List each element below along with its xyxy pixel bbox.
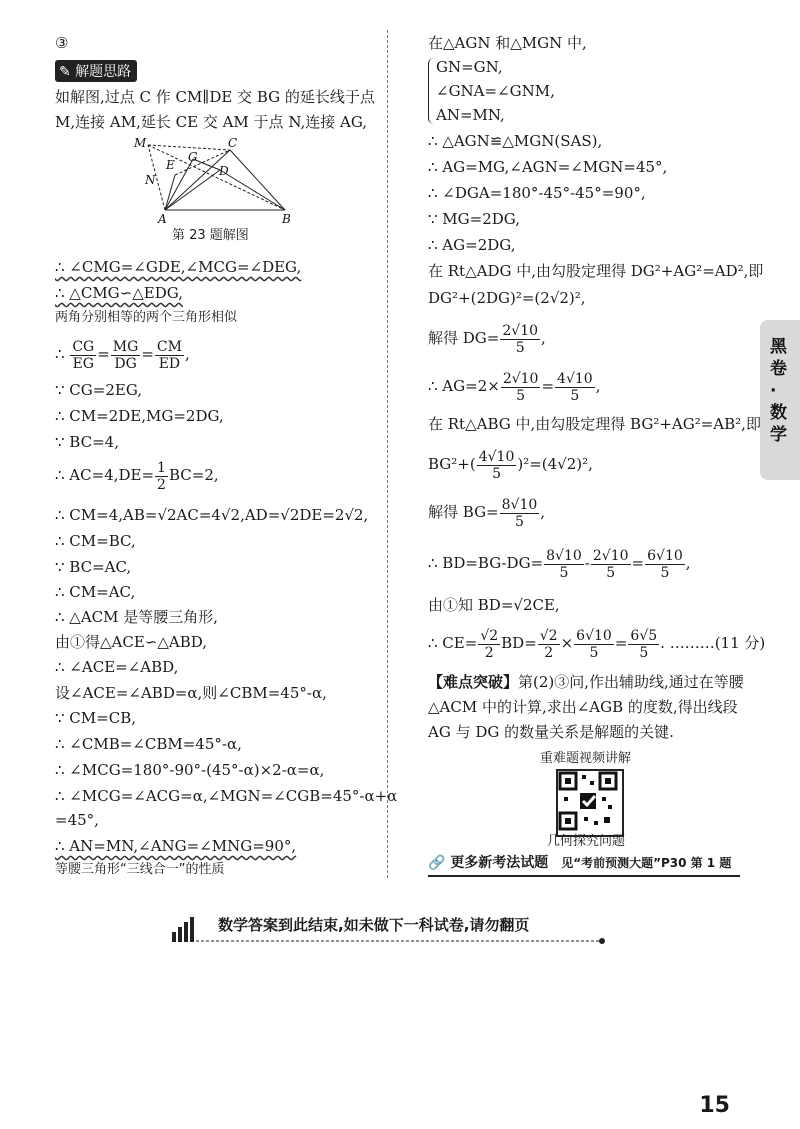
line-12: ∴ △ACM 是等腰三角形, <box>55 608 219 626</box>
qr-caption: 几何探究问题 <box>547 834 626 849</box>
line-13: 由①得△ACE∽△ABD, <box>55 633 208 651</box>
r-line-12: 解得 DG= $\frac{2√10}{5}$ , <box>428 322 546 356</box>
label-N: N <box>145 173 156 187</box>
r-line-14: 在 Rt△ABG 中,由勾股定理得 BG²+AG²=AB²,即 <box>428 415 761 433</box>
label-B: B <box>282 212 291 225</box>
label-M: M <box>134 136 147 150</box>
r-line-13: ∴ AG=2× $\frac{2√10}{5}$ = $\frac{4√10}{5}$ , <box>428 370 601 404</box>
frac-dg: $\frac{2√10}{5}$ <box>502 322 539 356</box>
more-label: 更多新考法试题 <box>450 855 549 871</box>
frac-bg-ag: $\frac{4√10}{5}$ <box>478 448 515 482</box>
frac-cm-ed: $\frac{CM}{ED}$ <box>156 338 182 372</box>
frac-ag2: $\frac{4√10}{5}$ <box>557 370 593 404</box>
frac-ce1: $\frac{√2}{2}$ <box>480 627 499 661</box>
r-line-4: AN=MN, <box>436 106 505 124</box>
line-4: ∵ CG=2EG, <box>55 381 143 399</box>
line-14: ∴ ∠ACE=∠ABD, <box>55 658 179 676</box>
footer-note: 数学答案到此结束,如未做下一科试卷,请勿翻页 <box>218 916 530 934</box>
difficulty-line-1: 【难点突破】第(2)③问,作出辅助线,通过在等腰 <box>428 673 744 691</box>
page-number: 15 <box>699 1093 730 1118</box>
geometry-figure <box>130 135 300 225</box>
frac-half: $\frac{1}{2}$ <box>157 459 166 493</box>
brace <box>428 58 435 124</box>
qr-code[interactable] <box>556 769 624 837</box>
more-questions[interactable] <box>428 853 731 873</box>
line-17: ∴ ∠CMB=∠CBM=45°-α, <box>55 735 242 753</box>
badge-label: 解题思路 <box>75 64 132 80</box>
side-tab-label: 黑卷·数学 <box>770 337 787 445</box>
para-1: 如解图,过点 C 作 CM∥DE 交 BG 的延长线于点 <box>55 88 375 106</box>
line-15: 设∠ACE=∠ABD=α,则∠CBM=45°-α, <box>55 684 327 702</box>
note-similar: 两角分别相等的两个三角形相似 <box>55 310 238 325</box>
frac-ce3: $\frac{6√10}{5}$ <box>576 627 612 661</box>
line-19: ∴ ∠MCG=∠ACG=α,∠MGN=∠CGB=45°-α+α <box>55 787 398 805</box>
line-10: ∵ BC=AC, <box>55 558 132 576</box>
edit-icon: ✎ <box>59 64 76 80</box>
frac-bg: $\frac{8√10}{5}$ <box>501 496 538 530</box>
frac-ce2: $\frac{√2}{2}$ <box>539 627 558 661</box>
line-5: ∴ CM=2DE,MG=2DG, <box>55 407 224 425</box>
frac-bd2: $\frac{2√10}{5}$ <box>592 547 629 581</box>
label-G: G <box>188 150 198 164</box>
line-7: ∴ AC=4,DE= $\frac{1}{2}$ BC=2, <box>55 459 219 493</box>
label-C: C <box>228 136 238 150</box>
line-16: ∵ CM=CB, <box>55 709 136 727</box>
r-line-9: ∴ AG=2DG, <box>428 236 516 254</box>
line-3: ∴ $\frac{CG}{EG}$ = $\frac{MG}{DG}$ = $\frac{CM}{ED}$ , <box>55 338 190 372</box>
para-2: M,连接 AM,延长 CE 交 AM 于点 N,连接 AG, <box>55 113 368 131</box>
more-ref: 见“考前预测大题”P30 第 1 题 <box>561 856 732 870</box>
r-line-15: BG²+( $\frac{4√10}{5}$ )²=(4√2)², <box>428 448 593 482</box>
line-8: ∴ CM=4,AB=√2AC=4√2,AD=√2DE=2√2, <box>55 506 369 524</box>
r-line-19: ∴ CE= $\frac{√2}{2}$ BD= $\frac{√2}{2}$ × $\frac{6√10}{5}$ = $\frac{6√5}{5}$ . ………(11 分) <box>428 627 766 661</box>
line-20: =45°, <box>55 811 99 829</box>
r-line-7: ∴ ∠DGA=180°-45°-45°=90°, <box>428 184 646 202</box>
figure-caption: 第 23 题解图 <box>172 228 249 243</box>
r-line-3: ∠GNA=∠GNM, <box>436 82 555 100</box>
column-divider <box>387 30 388 878</box>
r-line-2: GN=GN, <box>436 58 503 76</box>
frac-cg-eg: $\frac{CG}{EG}$ <box>72 338 95 372</box>
label-E: E <box>166 158 175 172</box>
r-line-10: 在 Rt△ADG 中,由勾股定理得 DG²+AG²=AD²,即 <box>428 262 764 280</box>
difficulty-line-2: △ACM 中的计算,求出∠AGB 的度数,得出线段 <box>428 698 738 716</box>
line-1: ∴ ∠CMG=∠GDE,∠MCG=∠DEG, <box>55 258 302 276</box>
line-9: ∴ CM=BC, <box>55 532 136 550</box>
r-line-8: ∵ MG=2DG, <box>428 210 521 228</box>
label-A: A <box>158 212 167 225</box>
label-D: D <box>219 164 229 178</box>
frac-ag1: $\frac{2√10}{5}$ <box>502 370 539 404</box>
difficulty-label: 【难点突破】 <box>428 673 519 691</box>
r-line-16: 解得 BG= $\frac{8√10}{5}$ , <box>428 496 546 530</box>
frac-ce4: $\frac{6√5}{5}$ <box>630 627 658 661</box>
r-line-11: DG²+(2DG)²=(2√2)², <box>428 289 586 307</box>
r-line-17: ∴ BD=BG-DG= $\frac{8√10}{5}$ - $\frac{2√10}{5}$ = $\frac{6√10}{5}$ , <box>428 547 691 581</box>
r-line-1: 在△AGN 和△MGN 中, <box>428 34 587 52</box>
line-21: ∴ AN=MN,∠ANG=∠MNG=90°, <box>55 837 297 855</box>
line-2: ∴ △CMG∽△EDG, <box>55 284 183 302</box>
line-11: ∴ CM=AC, <box>55 583 136 601</box>
line-6: ∵ BC=4, <box>55 433 119 451</box>
qr-icon <box>558 771 618 831</box>
r-line-18: 由①知 BD=√2CE, <box>428 596 560 614</box>
link-icon: 🔗 <box>428 855 451 871</box>
step-number: ③ <box>55 34 69 52</box>
frac-bd3: $\frac{6√10}{5}$ <box>647 547 683 581</box>
frac-mg-dg: $\frac{MG}{DG}$ <box>112 338 139 372</box>
line-18: ∴ ∠MCG=180°-90°-(45°-α)×2-α=α, <box>55 761 325 779</box>
r-line-6: ∴ AG=MG,∠AGN=∠MGN=45°, <box>428 158 668 176</box>
r-line-5: ∴ △AGN≌△MGN(SAS), <box>428 132 603 150</box>
frac-bd1: $\frac{8√10}{5}$ <box>546 547 582 581</box>
solution-idea-badge <box>55 60 137 82</box>
difficulty-line-3: AG 与 DG 的数量关系是解题的关键. <box>428 723 674 741</box>
note-three-lines: 等腰三角形“三线合一”的性质 <box>55 862 225 877</box>
qr-title: 重难题视频讲解 <box>540 751 632 766</box>
